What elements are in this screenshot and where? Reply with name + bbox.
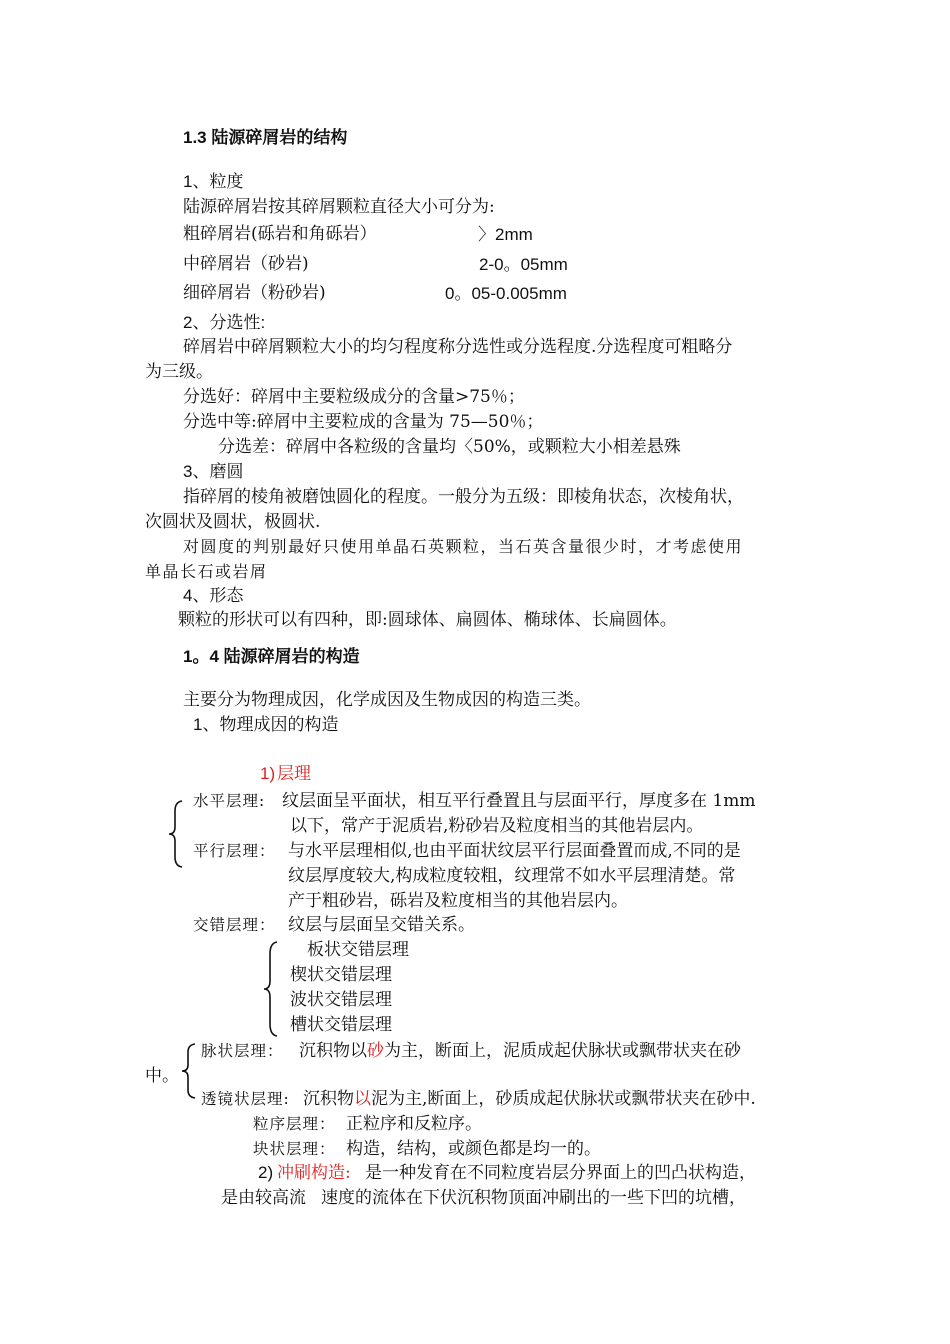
cross-bedding-type: 板状交错层理	[307, 940, 409, 960]
sorting-medium: 分选中等:碎屑中主要粒成的含量为 75—50％；	[183, 412, 544, 432]
vein-text-part: 为主，断面上，泥质成起伏脉状或飘带状夹在砂	[384, 1041, 741, 1061]
roundness-note-line: 单晶长石或岩屑	[145, 562, 268, 581]
item-scour-number: 2)	[258, 1163, 274, 1182]
sorting-good: 分选好：碎屑中主要粒级成分的含量>75％；	[183, 387, 525, 407]
grain-row-name: 细碎屑岩（粉砂岩)	[183, 283, 326, 303]
grain-row-name: 中碎屑岩（砂岩)	[183, 254, 309, 274]
scour-line: 速度的流体在下伏沉积物顶面冲刷出的一些下凹的坑槽，	[321, 1188, 746, 1208]
vein-bedding-label: 脉状层理：	[201, 1042, 284, 1060]
sorting-paragraph-line: 为三级。	[145, 362, 213, 382]
heading-physical-structures: 1、物理成因的构造	[193, 715, 339, 734]
parallel-bedding-line: 产于粗砂岩，砾岩及粒度相当的其他岩层内。	[288, 891, 628, 911]
left-brace-icon	[167, 799, 185, 869]
rounding-paragraph-line: 次圆状及圆状，极圆状.	[145, 512, 321, 532]
left-brace-icon	[262, 940, 280, 1038]
shape-text: 颗粒的形状可以有四种，即:圆球体、扁圆体、椭球体、长扁圆体。	[178, 610, 677, 630]
left-brace-icon	[180, 1042, 198, 1100]
item-bedding-title: 层理	[277, 764, 311, 784]
item-bedding-number: 1)	[260, 764, 276, 783]
horizontal-bedding-label: 水平层理:	[193, 792, 266, 810]
grain-size-intro: 陆源碎屑岩按其碎屑颗粒直径大小可分为:	[183, 197, 495, 217]
cross-bedding-text: 纹层与层面呈交错关系。	[288, 915, 475, 935]
vein-bedding-line: 中。	[145, 1066, 179, 1086]
item-scour-title: 冲刷构造:	[277, 1163, 351, 1183]
graded-bedding-label: 粒序层理：	[253, 1115, 336, 1133]
lenticular-bedding-text	[303, 1088, 756, 1110]
heading-rounding: 3、磨圆	[183, 462, 244, 481]
parallel-bedding-line: 纹层厚度较大,构成粒度较粗，纹理常不如水平层理清楚。常	[288, 866, 736, 886]
grain-row-name: 粗碎屑岩(砾岩和角砾岩）	[183, 224, 377, 244]
section-title-1-4: 1。4 陆源碎屑岩的构造	[183, 647, 360, 666]
rounding-paragraph-line: 指碎屑的棱角被磨蚀圆化的程度。一般分为五级：即棱角状态，次棱角状，	[183, 487, 744, 507]
grain-row-size: 2-0。05mm	[479, 255, 568, 274]
scour-line: 是由较高流	[221, 1188, 306, 1208]
section-title-1-3: 1.3 陆源碎屑岩的结构	[183, 128, 348, 147]
horizontal-bedding-line: 以下，常产于泥质岩,粉砂岩及粒度相当的其他岩层内。	[290, 816, 704, 836]
vein-text-part: 以	[350, 1041, 367, 1061]
cross-bedding-type: 楔状交错层理	[290, 965, 392, 985]
vein-bedding-text	[299, 1040, 741, 1062]
graded-bedding-text: 正粒序和反粒序。	[346, 1114, 482, 1134]
sorting-paragraph-line: 碎屑岩中碎屑颗粒大小的均匀程度称分选性或分选程度.分选程度可粗略分	[183, 337, 733, 357]
cross-bedding-label: 交错层理：	[193, 916, 276, 934]
lens-text-part: 沉积物	[303, 1089, 354, 1109]
vein-text-part: 沉积物	[299, 1041, 350, 1061]
lens-highlight-with: 以	[354, 1089, 371, 1109]
heading-shape: 4、形态	[183, 586, 244, 605]
scour-line: 是一种发育在不同粒度岩层分界面上的凹凸状构造，	[365, 1163, 756, 1183]
sorting-poor: 分选差：碎屑中各粒级的含量均〈50%，或颗粒大小相差悬殊	[218, 437, 681, 457]
heading-sorting: 2、分选性:	[183, 313, 266, 332]
cross-bedding-type: 槽状交错层理	[290, 1015, 392, 1035]
lenticular-bedding-label: 透镜状层理:	[201, 1090, 290, 1108]
massive-bedding-label: 块状层理：	[253, 1140, 336, 1158]
massive-bedding-text: 构造，结构，或颜色都是均一的。	[346, 1139, 601, 1159]
heading-grain-size: 1、粒度	[183, 172, 244, 191]
parallel-bedding-line: 与水平层理相似,也由平面状纹层平行层面叠置而成,不同的是	[288, 841, 741, 861]
structure-intro: 主要分为物理成因，化学成因及生物成因的构造三类。	[183, 690, 591, 710]
grain-row-size: 0。05-0.005mm	[445, 284, 567, 303]
horizontal-bedding-line: 纹层面呈平面状，相互平行叠置且与层面平行，厚度多在 1mm	[282, 791, 756, 811]
roundness-note-line: 对圆度的判别最好只使用单晶石英颗粒，当石英含量很少时，才考虑使用	[183, 537, 744, 556]
vein-highlight-sand: 砂	[367, 1041, 384, 1061]
cross-bedding-type: 波状交错层理	[290, 990, 392, 1010]
parallel-bedding-label: 平行层理：	[193, 842, 276, 860]
grain-row-size: 〉2mm	[478, 225, 533, 244]
lens-text-part: 泥为主,断面上，砂质成起伏脉状或飘带状夹在砂中.	[371, 1089, 756, 1109]
